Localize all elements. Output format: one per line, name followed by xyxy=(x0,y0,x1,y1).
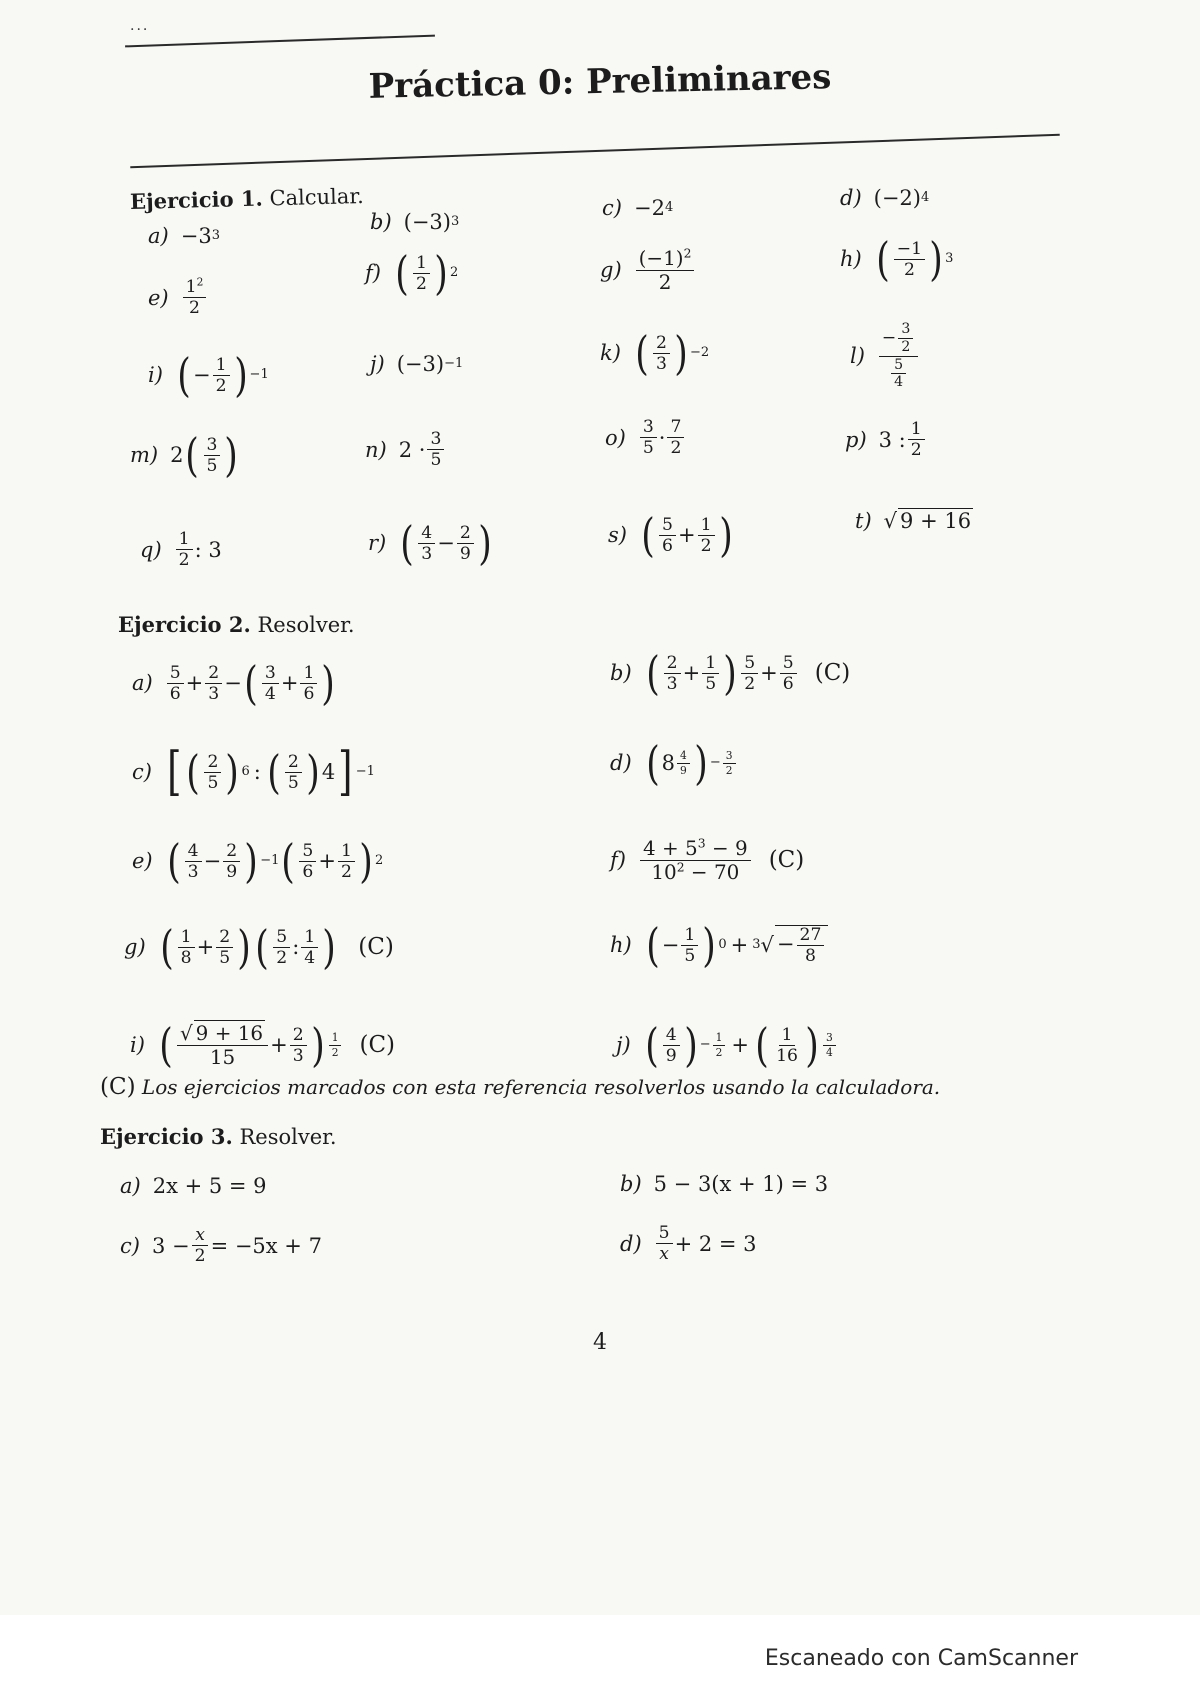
ex2-b: b) ( $\frac{2}{3}$ + $\frac{1}{5}$ ) $\frac{5}{2}$ + $\frac{5}{6}$ (C) xyxy=(610,646,851,700)
ex3-c: c) 3 − $\frac{x}{2}$ = −5x + 7 xyxy=(120,1225,322,1267)
ex1-heading: Ejercicio 1. Calcular. xyxy=(129,183,365,215)
ex3-b: b) 5 − 3(x + 1) = 3 xyxy=(620,1172,829,1196)
ex1-h: h) ( $\frac{-1}{2}$ ) 3 xyxy=(840,232,954,286)
ex2-c: c) [ ( $\frac{2}{5}$ ) 6 : ( $\frac{2}{5}$ ) 4 ] −1 xyxy=(132,741,375,802)
ex1-d: d) (−2) 4 xyxy=(840,186,930,210)
ex1-g: g) $\frac{(-1)^2}{2}$ xyxy=(600,248,696,293)
ex2-f: f) $\frac{4 + 5^3 - 9}{10^2 - 70}$ (C) xyxy=(610,836,805,884)
title-rule xyxy=(130,134,1060,168)
ex2-g: g) ( $\frac{1}{8}$ + $\frac{2}{5}$ ) ( $\frac{5}{2}$ : $\frac{1}{4}$ ) (C) xyxy=(124,920,394,974)
ex1-l: l) − $\frac{3}{2}$ $\frac{5}{4}$ xyxy=(850,322,920,390)
header-fragment: ... xyxy=(130,18,150,34)
ex1-b: b) (−3) 3 xyxy=(370,210,460,234)
ex1-k: k) ( $\frac{2}{3}$ ) −2 xyxy=(600,326,710,380)
ex1-m: m) 2 ( $\frac{3}{5}$ ) xyxy=(130,428,239,482)
ex3-d: d) $\frac{5}{x}$ + 2 = 3 xyxy=(620,1223,757,1265)
calc-marker: (C) xyxy=(358,934,394,961)
ex1-q: q) $\frac{1}{2}$ : 3 xyxy=(140,529,222,571)
ex2-e: e) ( $\frac{4}{3}$ − $\frac{2}{9}$ ) −1 ( $\frac{5}{6}$ + $\frac{1}{2}$ ) 2 xyxy=(132,834,384,888)
page-number: 4 xyxy=(593,1330,607,1355)
calc-marker: (C) xyxy=(814,660,851,687)
calculator-note: (C) Los ejercicios marcados con esta referencia resolverlos usando la calculadora. xyxy=(100,1074,941,1100)
ex1-e: e) $\frac{1^2}{2}$ xyxy=(148,278,208,317)
ex1-s: s) ( $\frac{5}{6}$ + $\frac{1}{2}$ ) xyxy=(608,508,733,562)
ex2-i: i) ( $\frac{√ 9 + 16}{15}$ + $\frac{2}{3}$ ) $\frac{1}{2}$ (C) xyxy=(130,1018,396,1072)
ex3-heading: Ejercicio 3. Resolver. xyxy=(100,1124,337,1149)
ex1-f: f) ( $\frac{1}{2}$ ) 2 xyxy=(365,246,459,300)
ex2-heading: Ejercicio 2. Resolver. xyxy=(118,612,355,637)
ex2-j: j) ( $\frac{4}{9}$ ) − $\frac{1}{2}$ + ( $\frac{1}{16}$ ) $\frac{3}{4}$ xyxy=(616,1022,838,1068)
ex1-a: a) −3 3 xyxy=(148,224,220,248)
ex1-o: o) $\frac{3}{5}$ · $\frac{7}{2}$ xyxy=(605,418,686,457)
calc-marker: (C) xyxy=(359,1032,396,1059)
ex1-c: c) −2 4 xyxy=(602,196,674,220)
ex1-i: i) ( − $\frac{1}{2}$ ) −1 xyxy=(148,348,269,402)
ex3-a: a) 2x + 5 = 9 xyxy=(120,1174,267,1198)
ex2-d: d) ( 8 $\frac{4}{9}$ ) − $\frac{3}{2}$ xyxy=(610,740,738,786)
ex2-a: a) $\frac{5}{6}$ + $\frac{2}{3}$ − ( $\frac{3}{4}$ + $\frac{1}{6}$ ) xyxy=(132,656,336,710)
camscanner-watermark: Escaneado con CamScanner xyxy=(764,1646,1078,1671)
ex2-h: h) ( − $\frac{1}{5}$ ) 0 + 3 √ − $\frac{27}{8}$ xyxy=(610,922,828,968)
calc-marker: (C) xyxy=(768,847,805,874)
ex1-p: p) 3 : $\frac{1}{2}$ xyxy=(845,420,927,459)
ex1-t: t) √ 9 + 16 xyxy=(855,508,972,533)
ex1-j: j) (−3) −1 xyxy=(370,352,464,376)
ex1-n: n) 2 · $\frac{3}{5}$ xyxy=(365,430,446,469)
ex1-r: r) ( $\frac{4}{3}$ − $\frac{2}{9}$ ) xyxy=(368,516,492,570)
page-title: Práctica 0: Preliminares xyxy=(368,57,832,107)
top-rule xyxy=(125,35,435,48)
